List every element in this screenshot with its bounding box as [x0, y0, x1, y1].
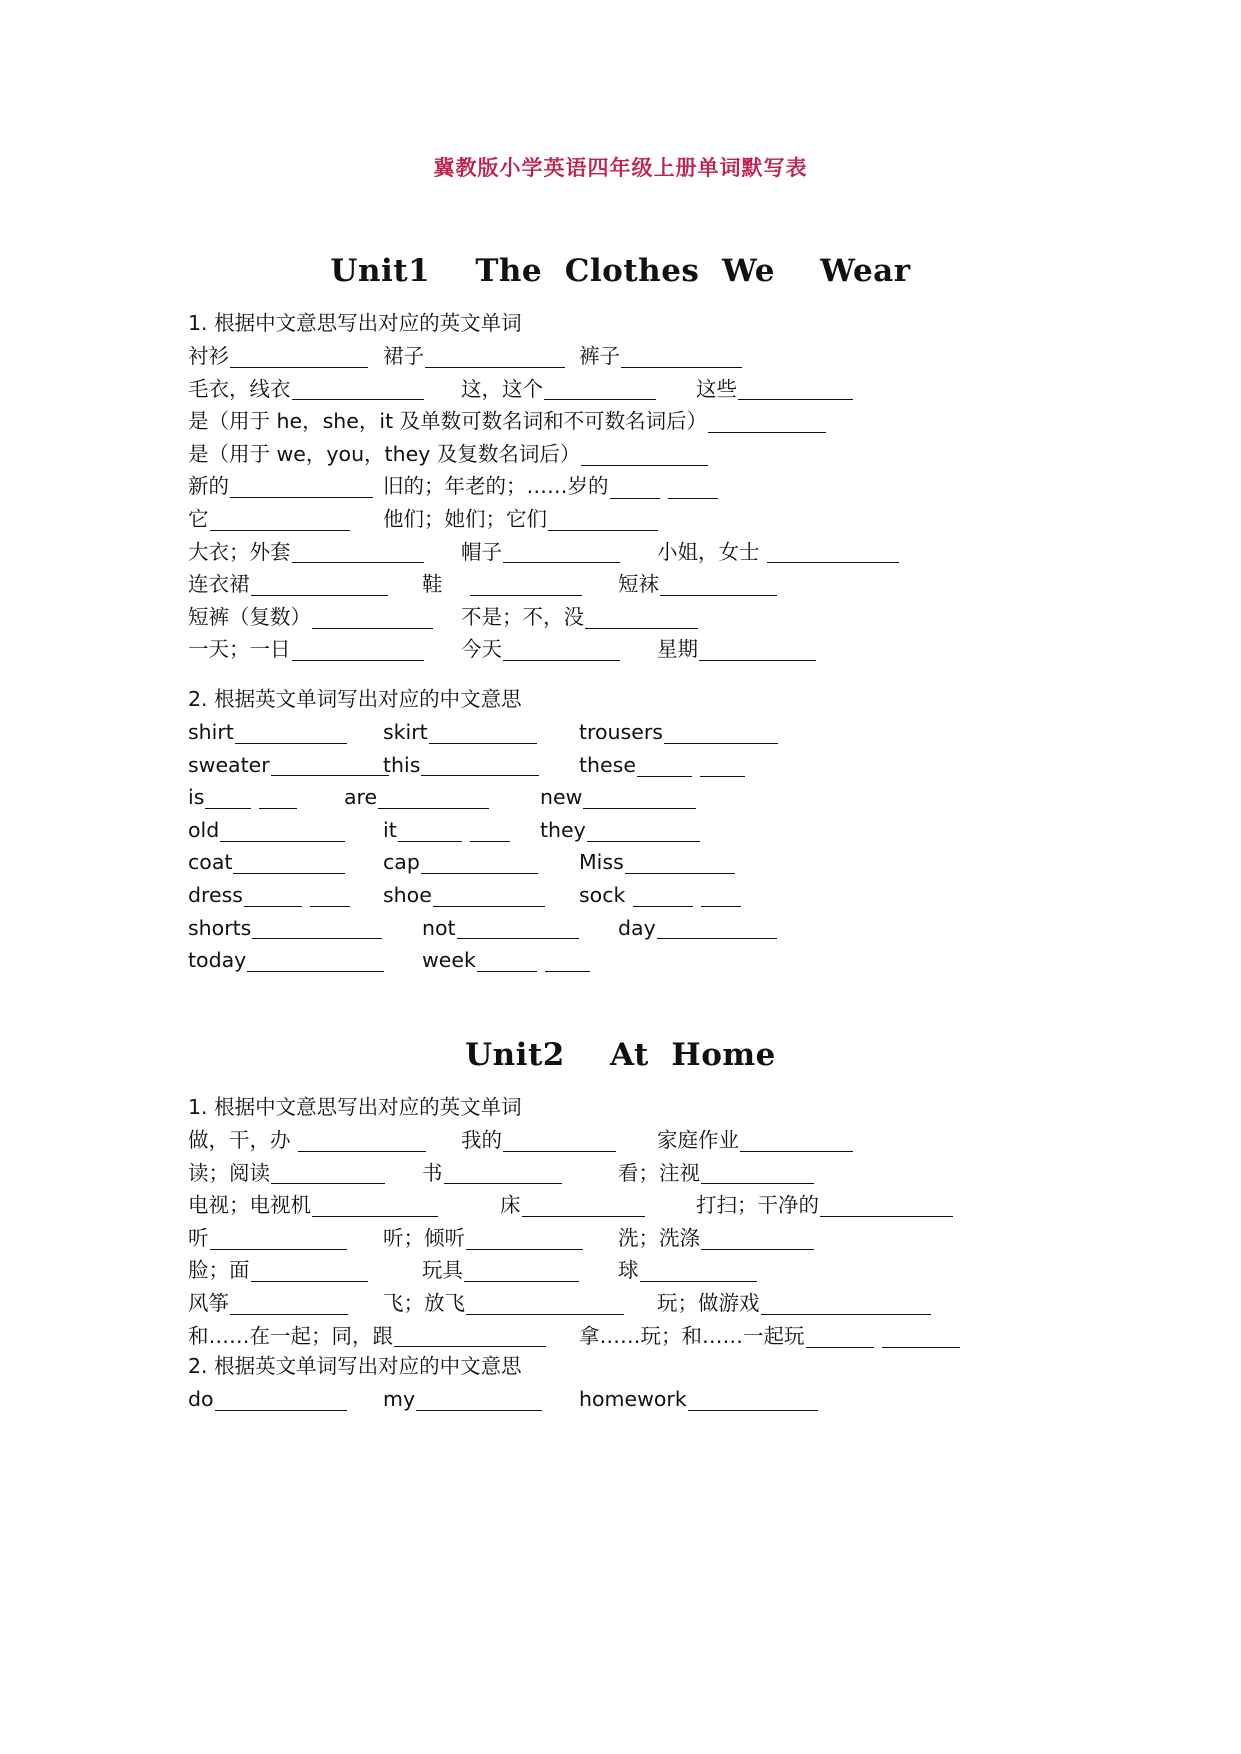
vocab-item	[422, 1254, 579, 1287]
vocab-label: sweater	[188, 752, 270, 777]
answer-blank[interactable]	[230, 1292, 348, 1315]
vocab-label: 洗；洗涤	[618, 1225, 700, 1250]
answer-blank[interactable]	[394, 1324, 546, 1347]
vocab-item	[383, 340, 565, 373]
answer-blank[interactable]	[625, 851, 735, 874]
vocab-item	[579, 716, 778, 749]
answer-blank[interactable]	[761, 1292, 931, 1315]
answer-blank[interactable]	[298, 1129, 426, 1152]
vocab-label: 打扫；干净的	[696, 1193, 819, 1218]
vocab-row	[188, 1222, 1088, 1255]
vocab-label: they	[540, 817, 586, 842]
answer-blank[interactable]	[416, 1388, 542, 1411]
vocab-row	[188, 1287, 1088, 1320]
vocab-item	[618, 1254, 757, 1287]
answer-blank[interactable]	[503, 1129, 616, 1152]
answer-blank[interactable]	[587, 819, 700, 841]
vocab-label: 听；倾听	[383, 1225, 465, 1250]
vocab-row	[188, 438, 1088, 471]
answer-blank[interactable]	[398, 819, 510, 841]
vocab-label: 和……在一起；同，跟	[188, 1323, 393, 1348]
vocab-item	[188, 1383, 347, 1416]
answer-blank[interactable]	[701, 1227, 814, 1250]
vocab-label: shirt	[188, 720, 234, 744]
vocab-item	[188, 846, 345, 879]
vocab-row	[188, 503, 1088, 536]
vocab-item	[188, 373, 424, 406]
vocab-label: 读；阅读	[188, 1160, 270, 1185]
vocab-item	[188, 470, 373, 503]
vocab-label: day	[618, 915, 656, 940]
answer-blank[interactable]	[205, 786, 297, 808]
vocab-row	[188, 536, 1088, 569]
answer-blank[interactable]	[215, 1388, 347, 1411]
vocab-item	[383, 503, 658, 536]
vocab-item	[344, 781, 489, 814]
vocab-item	[188, 781, 297, 814]
answer-blank[interactable]	[312, 606, 433, 629]
vocab-item	[618, 1157, 814, 1190]
vocab-item	[579, 879, 741, 912]
vocab-item	[422, 912, 579, 945]
vocab-item	[188, 879, 350, 912]
answer-blank[interactable]	[806, 1325, 960, 1347]
vocab-item	[188, 536, 424, 569]
vocab-label: 我的	[461, 1128, 502, 1152]
answer-blank[interactable]	[220, 819, 345, 842]
vocab-label: not	[422, 915, 456, 940]
vocab-label: old	[188, 817, 220, 842]
vocab-item	[188, 438, 708, 471]
vocab-label: 新的	[188, 474, 229, 499]
vocab-label: 拿……玩；和……一起玩	[579, 1323, 805, 1348]
vocab-item	[188, 633, 424, 666]
unit-1-heading: Unit1 The Clothes We Wear	[330, 253, 911, 289]
unit-2-section-1	[188, 1091, 1088, 1352]
vocab-item	[383, 814, 510, 847]
vocab-item	[579, 340, 742, 373]
vocab-label: 球	[618, 1258, 639, 1283]
vocab-item	[540, 781, 696, 814]
vocab-label: 大衣；外套	[188, 539, 291, 564]
vocab-item	[657, 536, 899, 569]
vocab-item	[422, 1157, 562, 1190]
vocab-label: skirt	[383, 720, 428, 744]
vocab-item	[422, 944, 590, 977]
vocab-row	[188, 944, 1088, 977]
answer-blank[interactable]	[230, 475, 373, 498]
vocab-label: 看；注视	[618, 1160, 700, 1185]
vocab-item	[383, 716, 537, 749]
answer-blank[interactable]	[433, 884, 545, 907]
vocab-row	[188, 405, 1088, 438]
vocab-label: 星期	[657, 637, 698, 662]
answer-blank[interactable]	[633, 884, 741, 906]
vocab-label: new	[540, 785, 583, 810]
vocab-label: dress	[188, 882, 243, 907]
vocab-label: 做，干，办	[188, 1128, 298, 1152]
vocab-label: 风筝	[188, 1290, 229, 1315]
vocab-label: 是（用于 he，she，it 及单数可数名词和不可数名词后）	[188, 409, 708, 434]
vocab-item	[188, 1189, 438, 1222]
answer-blank[interactable]	[444, 1161, 562, 1184]
unit-2-section-2	[188, 1350, 1088, 1416]
vocab-item	[618, 1222, 814, 1255]
vocab-row	[188, 1157, 1088, 1190]
vocab-item	[188, 601, 433, 634]
answer-blank[interactable]	[271, 753, 389, 776]
vocab-label: 这，这个	[461, 376, 543, 401]
answer-blank[interactable]	[699, 638, 816, 661]
answer-blank[interactable]	[466, 1227, 583, 1250]
vocab-row	[188, 879, 1088, 912]
vocab-item	[461, 536, 620, 569]
answer-blank[interactable]	[247, 949, 384, 972]
vocab-item	[579, 846, 735, 879]
answer-blank[interactable]	[477, 949, 590, 971]
answer-blank[interactable]	[429, 721, 537, 744]
vocab-row	[188, 1383, 1088, 1416]
answer-blank[interactable]	[820, 1194, 953, 1217]
answer-blank[interactable]	[210, 508, 350, 531]
vocab-item	[383, 1222, 583, 1255]
vocab-item	[657, 1124, 853, 1157]
vocab-label: trousers	[579, 720, 663, 744]
vocab-label: homework	[579, 1387, 687, 1411]
answer-blank[interactable]	[708, 410, 826, 433]
vocab-label: 玩；做游戏	[657, 1290, 760, 1315]
vocab-row	[188, 716, 1088, 749]
vocab-label: 裤子	[579, 344, 620, 368]
vocab-item	[188, 1222, 347, 1255]
vocab-label: 今天	[461, 637, 502, 662]
vocab-row	[188, 749, 1088, 782]
answer-blank[interactable]	[585, 606, 698, 629]
vocab-item	[188, 716, 347, 749]
vocab-item	[422, 568, 582, 601]
vocab-label: 飞；放飞	[383, 1290, 465, 1315]
answer-blank[interactable]	[544, 377, 656, 400]
vocab-item	[188, 814, 345, 847]
vocab-item	[500, 1189, 645, 1222]
vocab-row	[188, 1254, 1088, 1287]
vocab-label: 毛衣，线衣	[188, 376, 291, 401]
vocab-item	[188, 912, 382, 945]
vocab-label: 连衣裙	[188, 572, 250, 597]
vocab-label: it	[383, 817, 397, 842]
vocab-label: is	[188, 785, 205, 810]
answer-blank[interactable]	[701, 1161, 814, 1184]
vocab-label: week	[422, 948, 476, 973]
answer-blank[interactable]	[503, 638, 620, 661]
vocab-row	[188, 912, 1088, 945]
answer-blank[interactable]	[271, 1161, 385, 1184]
answer-blank[interactable]	[378, 786, 489, 808]
unit-2-heading: Unit2 At Home	[465, 1037, 776, 1073]
answer-blank[interactable]	[581, 443, 708, 466]
vocab-label: 是（用于 we，you，they 及复数名词后）	[188, 441, 581, 466]
vocab-label: my	[383, 1387, 416, 1411]
section-instruction: 2. 根据英文单词写出对应的中文意思	[188, 687, 522, 711]
vocab-label: do	[188, 1387, 214, 1411]
answer-blank[interactable]	[251, 1259, 368, 1282]
answer-blank[interactable]	[425, 345, 565, 368]
answer-blank[interactable]	[548, 508, 658, 531]
answer-blank[interactable]	[621, 345, 742, 368]
answer-blank[interactable]	[244, 884, 350, 906]
vocab-item	[461, 373, 656, 406]
answer-blank[interactable]	[522, 1194, 645, 1217]
vocab-label: 小姐，女士	[657, 539, 767, 564]
vocab-label: sock	[579, 882, 632, 907]
answer-blank[interactable]	[252, 916, 382, 939]
vocab-label: 短裤（复数）	[188, 604, 311, 629]
vocab-row	[188, 1189, 1088, 1222]
answer-blank[interactable]	[664, 721, 778, 744]
vocab-row	[188, 373, 1088, 406]
vocab-item	[383, 470, 718, 503]
section-instruction: 1. 根据中文意思写出对应的英文单词	[188, 311, 522, 335]
vocab-label: 他们；她们；它们	[383, 506, 547, 531]
vocab-label: 玩具	[422, 1258, 463, 1283]
vocab-row	[188, 470, 1088, 503]
vocab-label: are	[344, 785, 378, 810]
vocab-item	[188, 340, 368, 373]
vocab-item	[461, 601, 698, 634]
vocab-item	[383, 879, 545, 912]
vocab-label: 鞋	[422, 572, 469, 597]
answer-blank[interactable]	[292, 540, 424, 563]
vocab-label: 电视；电视机	[188, 1193, 311, 1218]
vocab-item	[188, 1157, 385, 1190]
vocab-item	[188, 1287, 348, 1320]
vocab-row	[188, 1124, 1088, 1157]
vocab-label: 不是；不，没	[461, 604, 584, 629]
answer-blank[interactable]	[688, 1388, 818, 1411]
vocab-item	[383, 749, 539, 782]
vocab-label: 帽子	[461, 539, 502, 564]
answer-blank[interactable]	[292, 377, 424, 400]
vocab-item	[188, 944, 384, 977]
answer-blank[interactable]	[466, 1292, 624, 1315]
vocab-item	[188, 568, 388, 601]
answer-blank[interactable]	[583, 786, 696, 808]
answer-blank[interactable]	[610, 476, 718, 498]
vocab-item	[618, 912, 777, 945]
vocab-item	[461, 1124, 616, 1157]
vocab-label: shoe	[383, 882, 432, 907]
vocab-item	[696, 1189, 953, 1222]
answer-blank[interactable]	[235, 721, 347, 744]
answer-blank[interactable]	[233, 851, 345, 874]
document-title: 冀教版小学英语四年级上册单词默写表	[433, 156, 808, 180]
vocab-row	[188, 340, 1088, 373]
vocab-label: this	[383, 752, 421, 777]
answer-blank[interactable]	[251, 573, 388, 596]
answer-blank[interactable]	[660, 573, 777, 596]
answer-blank[interactable]	[767, 540, 899, 563]
vocab-item	[188, 1254, 368, 1287]
answer-blank[interactable]	[640, 1259, 757, 1282]
answer-blank[interactable]	[503, 540, 620, 563]
vocab-item	[383, 1383, 542, 1416]
vocab-item	[579, 1383, 818, 1416]
vocab-label: 一天；一日	[188, 637, 291, 662]
unit-1-section-1	[188, 307, 1088, 666]
section-instruction: 2. 根据英文单词写出对应的中文意思	[188, 1354, 522, 1378]
vocab-row	[188, 1320, 1088, 1353]
vocab-label: 床	[500, 1193, 521, 1218]
vocab-row	[188, 568, 1088, 601]
vocab-item	[618, 568, 777, 601]
vocab-label: these	[579, 752, 636, 777]
vocab-label: 裙子	[383, 344, 424, 368]
vocab-label: 这些	[696, 376, 737, 401]
answer-blank[interactable]	[230, 345, 368, 368]
vocab-label: 听	[188, 1225, 209, 1250]
vocab-item	[188, 405, 826, 438]
vocab-row	[188, 814, 1088, 847]
answer-blank[interactable]	[421, 851, 538, 874]
answer-blank[interactable]	[464, 1259, 579, 1282]
vocab-item	[579, 749, 745, 782]
vocab-item	[657, 1287, 931, 1320]
vocab-item	[657, 633, 816, 666]
vocab-label: today	[188, 948, 247, 973]
vocab-label: 书	[422, 1160, 443, 1185]
vocab-label: 它	[188, 506, 209, 531]
vocab-item	[696, 373, 853, 406]
answer-blank[interactable]	[470, 573, 582, 596]
vocab-item	[540, 814, 700, 847]
answer-blank[interactable]	[740, 1129, 853, 1152]
answer-blank[interactable]	[457, 916, 579, 939]
vocab-item	[461, 633, 620, 666]
unit-1-section-2	[188, 683, 1088, 977]
vocab-item	[383, 846, 538, 879]
vocab-label: shorts	[188, 915, 252, 940]
answer-blank[interactable]	[312, 1194, 438, 1217]
vocab-item	[188, 1124, 426, 1157]
vocab-label: 家庭作业	[657, 1128, 739, 1152]
answer-blank[interactable]	[210, 1227, 347, 1250]
vocab-label: cap	[383, 850, 420, 875]
vocab-row	[188, 601, 1088, 634]
vocab-item	[188, 749, 389, 782]
vocab-item	[579, 1320, 960, 1353]
vocab-label: 旧的；年老的；……岁的	[383, 474, 609, 499]
vocab-label: 脸；面	[188, 1258, 250, 1283]
vocab-label: Miss	[579, 850, 624, 875]
vocab-label: coat	[188, 850, 233, 875]
section-instruction: 1. 根据中文意思写出对应的英文单词	[188, 1095, 522, 1119]
vocab-row	[188, 846, 1088, 879]
answer-blank[interactable]	[421, 753, 539, 776]
answer-blank[interactable]	[637, 754, 745, 776]
vocab-item	[188, 1320, 546, 1353]
vocab-item	[188, 503, 350, 536]
vocab-row	[188, 781, 1088, 814]
answer-blank[interactable]	[738, 377, 853, 400]
vocab-item	[383, 1287, 624, 1320]
vocab-label: 衬衫	[188, 344, 229, 368]
vocab-row	[188, 633, 1088, 666]
vocab-label: 短袜	[618, 572, 659, 597]
answer-blank[interactable]	[657, 916, 777, 939]
answer-blank[interactable]	[292, 638, 424, 661]
